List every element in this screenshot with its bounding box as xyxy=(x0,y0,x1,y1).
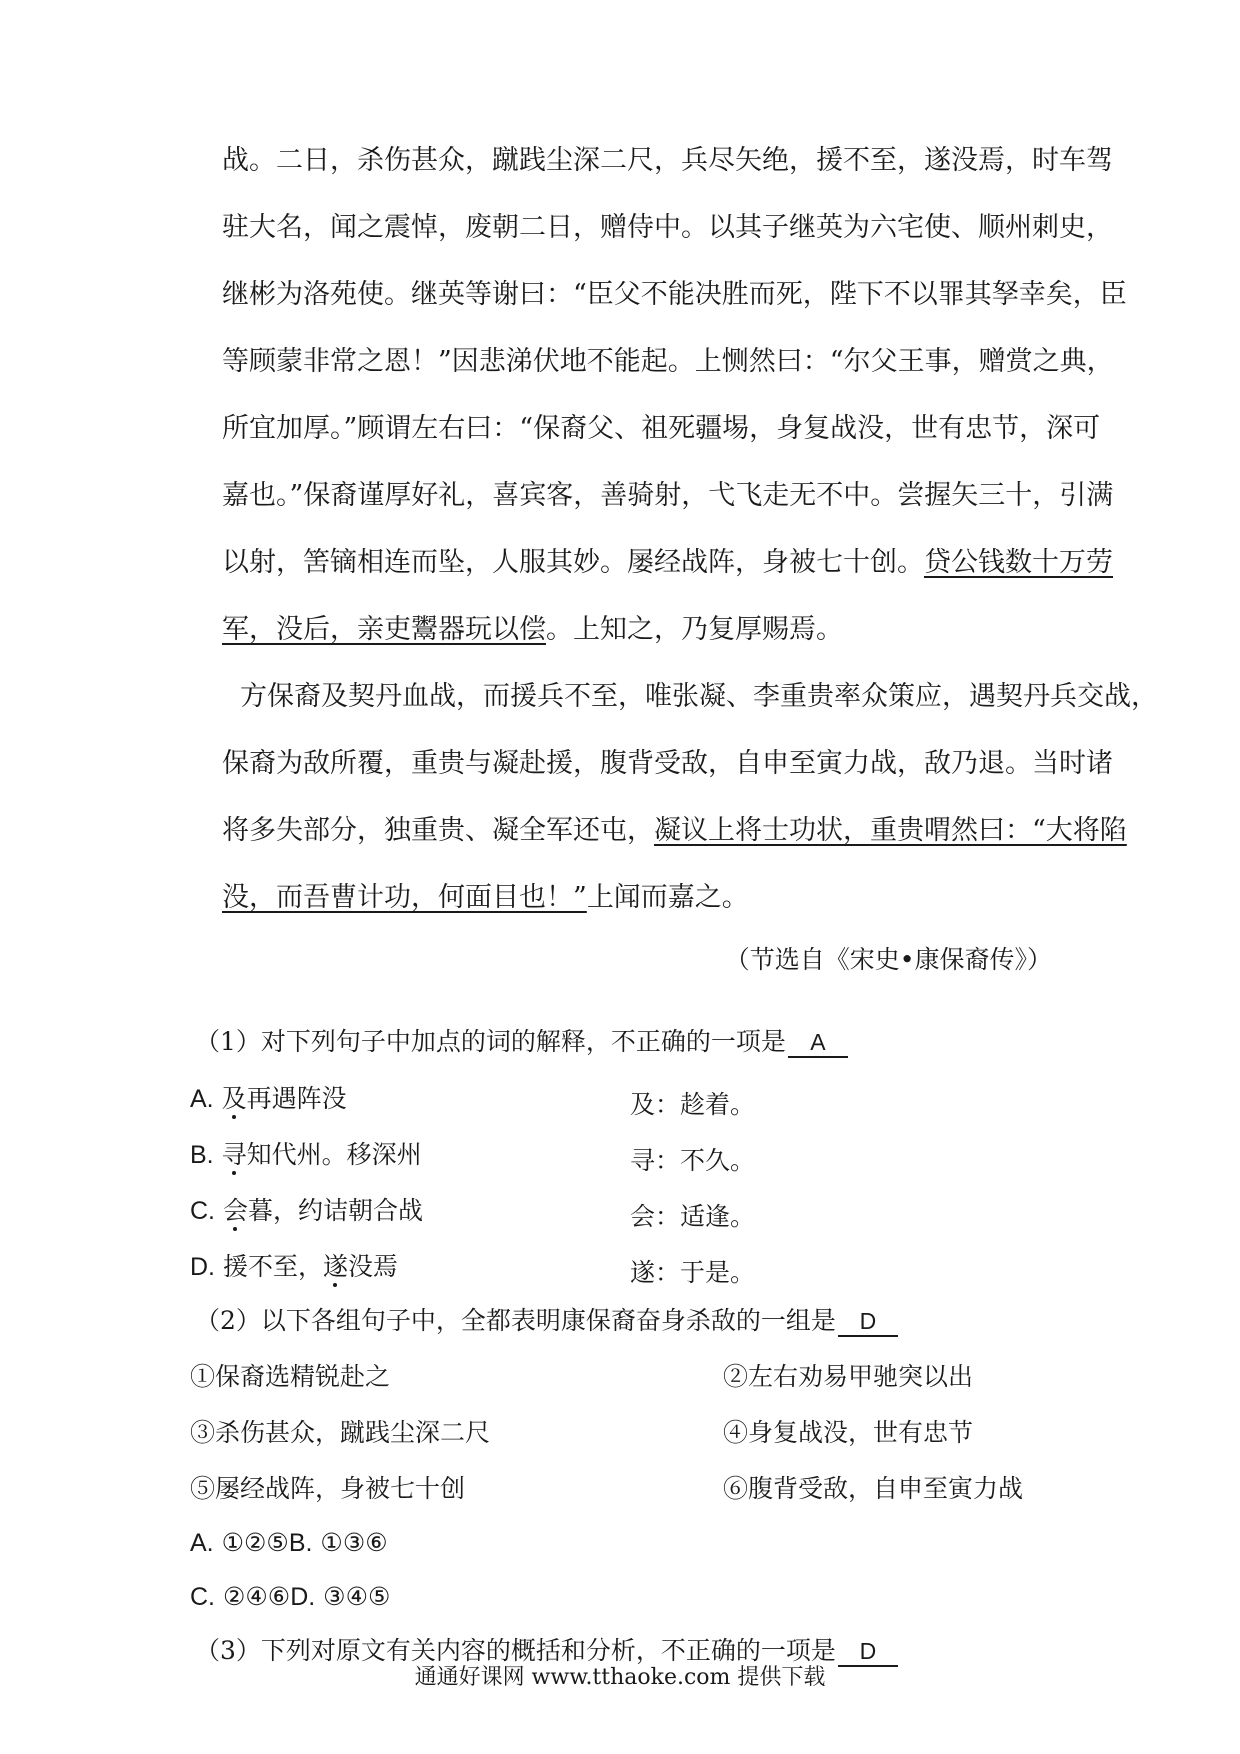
source-citation: （节选自《宋史•康保裔传》） xyxy=(724,945,1052,974)
passage-line xyxy=(222,878,1052,918)
choice-value: ①③⑥ xyxy=(320,1528,388,1557)
dotted-word: 寻 xyxy=(221,1140,247,1169)
passage-line: 战。二日，杀伤甚众，蹴践尘深二尺，兵尽矢绝，援不至，遂没焉，时车驾 xyxy=(222,145,1113,176)
passage-line: 所宜加厚。”顾谓左右曰：“保裔父、祖死疆埸，身复战没，世有忠节，深可 xyxy=(222,413,1101,444)
option-text: 暮，约诘朝合战 xyxy=(247,1196,423,1225)
q1-option-c xyxy=(190,1192,756,1231)
group-item: ⑤屡经战阵，身被七十创 xyxy=(190,1474,466,1503)
q2-group-row xyxy=(190,1414,974,1452)
group-item: ④身复战没，世有忠节 xyxy=(723,1418,974,1447)
q1-option-b xyxy=(190,1136,756,1175)
underlined-sentence: 没，而吾曹计功，何面目也！” xyxy=(222,882,587,913)
choice-label: A. xyxy=(190,1529,214,1557)
option-text: 没焉 xyxy=(347,1252,398,1281)
question-text: （1）对下列句子中加点的词的解释，不正确的一项是 xyxy=(195,1027,786,1056)
choice-value: ②④⑥ xyxy=(222,1582,291,1611)
underlined-sentence: 军，没后，亲吏鬻器玩以偿 xyxy=(222,614,546,645)
passage-line: 方保裔及契丹血战，而援兵不至，唯张凝、李重贵率众策应，遇契丹兵交战， xyxy=(240,681,1158,712)
option-label: D. xyxy=(190,1253,215,1281)
option-label: A. xyxy=(190,1085,214,1113)
choice-value: ③④⑤ xyxy=(323,1582,391,1611)
option-text: 援不至， xyxy=(222,1252,323,1281)
underlined-sentence: 贷公钱数十万劳 xyxy=(924,547,1113,578)
passage-text: 将多失部分，独重贵、凝全军还屯， xyxy=(222,815,654,846)
dotted-word: 遂 xyxy=(322,1252,348,1281)
page-footer: 通通好课网 www.tthaoke.com 提供下载 xyxy=(414,1665,826,1690)
passage-line: 保裔为敌所覆，重贵与凝赴援，腹背受敌，自申至寅力战，敌乃退。当时诸 xyxy=(222,748,1113,779)
passage-line: 嘉也。”保裔谨厚好礼，喜宾客，善骑射，弋飞走无不中。尝握矢三十，引满 xyxy=(222,480,1114,511)
question-2-stem xyxy=(195,1302,898,1340)
group-item: ②左右劝易甲驰突以出 xyxy=(723,1362,974,1391)
passage-line xyxy=(222,610,1052,650)
passage-text: 上闻而嘉之。 xyxy=(586,882,749,913)
group-item: ⑥腹背受敌，自申至寅力战 xyxy=(723,1474,1024,1503)
option-gloss: 会：适逢。 xyxy=(630,1202,756,1231)
answer-blank: D xyxy=(838,1307,898,1337)
question-text: （3）下列对原文有关内容的概括和分析，不正确的一项是 xyxy=(195,1636,836,1665)
passage-line: 驻大名，闻之震悼，废朝二日，赠侍中。以其子继英为六宅使、顺州刺史， xyxy=(222,212,1113,243)
group-item: ①保裔选精锐赴之 xyxy=(190,1362,391,1391)
choice-label: C. xyxy=(190,1583,215,1611)
option-gloss: 寻：不久。 xyxy=(630,1146,756,1175)
choice-label: D. xyxy=(290,1583,316,1611)
q2-choice-row xyxy=(190,1578,390,1616)
option-gloss: 及：趁着。 xyxy=(630,1090,756,1119)
passage-line xyxy=(222,811,1127,851)
dotted-word: 及 xyxy=(221,1084,247,1113)
choice-value: ①②⑤ xyxy=(221,1528,289,1557)
choice-label: B. xyxy=(288,1529,313,1557)
question-text: （2）以下各组句子中，全都表明康保裔奋身杀敌的一组是 xyxy=(195,1306,836,1335)
option-label: C. xyxy=(190,1197,215,1225)
option-text: 知代州。移深州 xyxy=(246,1140,422,1169)
option-text: 再遇阵没 xyxy=(246,1084,347,1113)
question-1-stem xyxy=(195,1023,848,1061)
passage-line: 等顾蒙非常之恩！”因悲涕伏地不能起。上恻然曰：“尔父王事，赠赏之典， xyxy=(222,346,1114,377)
q2-group-row xyxy=(190,1470,1024,1508)
underlined-sentence: 凝议上将士功状，重贵喟然曰：“大将陷 xyxy=(654,815,1127,846)
q1-option-a xyxy=(190,1080,756,1119)
passage-text: 以射，筈镝相连而坠，人服其妙。屡经战阵，身被七十创。 xyxy=(222,547,924,578)
passage-text: 。上知之，乃复厚赐焉。 xyxy=(546,614,843,645)
option-label: B. xyxy=(190,1141,214,1169)
q2-group-row xyxy=(190,1358,974,1396)
dotted-word: 会 xyxy=(222,1196,248,1225)
answer-blank: A xyxy=(788,1028,848,1058)
q1-option-d xyxy=(190,1248,756,1287)
answer-blank: D xyxy=(838,1637,898,1667)
q2-choice-row xyxy=(190,1524,388,1562)
passage-line xyxy=(222,543,1113,583)
option-gloss: 遂：于是。 xyxy=(630,1258,756,1287)
group-item: ③杀伤甚众，蹴践尘深二尺 xyxy=(190,1418,491,1447)
passage-line: 继彬为洛苑使。继英等谢曰：“臣父不能决胜而死，陛下不以罪其孥幸矣，臣 xyxy=(222,279,1127,310)
